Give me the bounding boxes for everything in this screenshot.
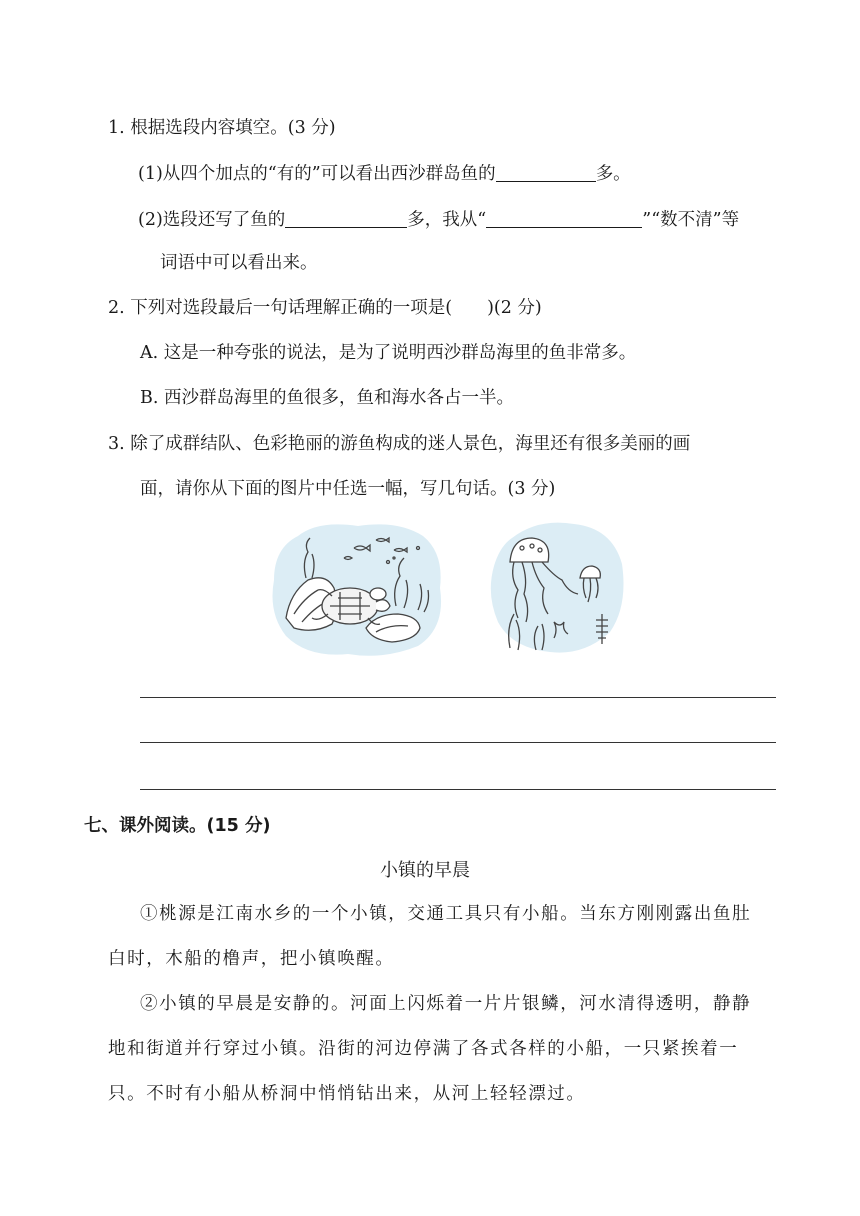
- passage-title: 小镇的早晨: [380, 860, 470, 881]
- answer-blank[interactable]: [285, 210, 407, 228]
- paragraph-2-line-1: ②小镇的早晨是安静的。河面上闪烁着一片片银鳞，河水清得透明，静静: [140, 994, 752, 1014]
- q1-p2-tail: ”“数不清”等: [642, 210, 740, 230]
- question-1-stem: 1. 根据选段内容填空。(3 分): [108, 118, 336, 138]
- sea-turtle-scene-icon: [268, 518, 446, 660]
- option-a[interactable]: A. 这是一种夸张的说法，是为了说明西沙群岛海里的鱼非常多。: [140, 343, 637, 363]
- answer-blank[interactable]: [496, 164, 596, 182]
- q1-p1-tail: 多。: [595, 164, 631, 184]
- question-1-part-2-continued: 词语中可以看出来。: [160, 253, 318, 273]
- question-3-stem-line-1: 3. 除了成群结队、色彩艳丽的游鱼构成的迷人景色，海里还有很多美丽的画: [108, 434, 691, 454]
- q1-p2-text: (2)选段还写了鱼的: [138, 210, 286, 230]
- section-heading: 七、课外阅读。(15 分): [84, 816, 271, 836]
- question-1-part-1: [138, 164, 631, 184]
- jellyfish-scene-icon: [488, 518, 626, 656]
- question-2-stem: 2. 下列对选段最后一句话理解正确的一项是( )(2 分): [108, 298, 542, 318]
- answer-blank[interactable]: [486, 210, 642, 228]
- option-b[interactable]: B. 西沙群岛海里的鱼很多，鱼和海水各占一半。: [140, 388, 514, 408]
- q1-p1-text: (1)从四个加点的“有的”可以看出西沙群岛鱼的: [138, 164, 496, 184]
- question-1-part-2: [138, 210, 739, 230]
- paragraph-1-line-2: 白时，木船的橹声，把小镇唤醒。: [108, 949, 395, 969]
- paragraph-2-line-2: 地和街道并行穿过小镇。沿街的河边停满了各式各样的小船，一只紧挨着一: [108, 1039, 739, 1059]
- writing-line[interactable]: [140, 789, 776, 790]
- paragraph-2-line-3: 只。不时有小船从桥洞中悄悄钻出来，从河上轻轻漂过。: [108, 1084, 586, 1104]
- q1-p2-mid: 多，我从“: [407, 210, 487, 230]
- writing-line[interactable]: [140, 697, 776, 698]
- paragraph-1-line-1: ①桃源是江南水乡的一个小镇，交通工具只有小船。当东方刚刚露出鱼肚: [140, 904, 752, 924]
- question-3-stem-line-2: 面，请你从下面的图片中任选一幅，写几句话。(3 分): [140, 479, 556, 499]
- writing-line[interactable]: [140, 742, 776, 743]
